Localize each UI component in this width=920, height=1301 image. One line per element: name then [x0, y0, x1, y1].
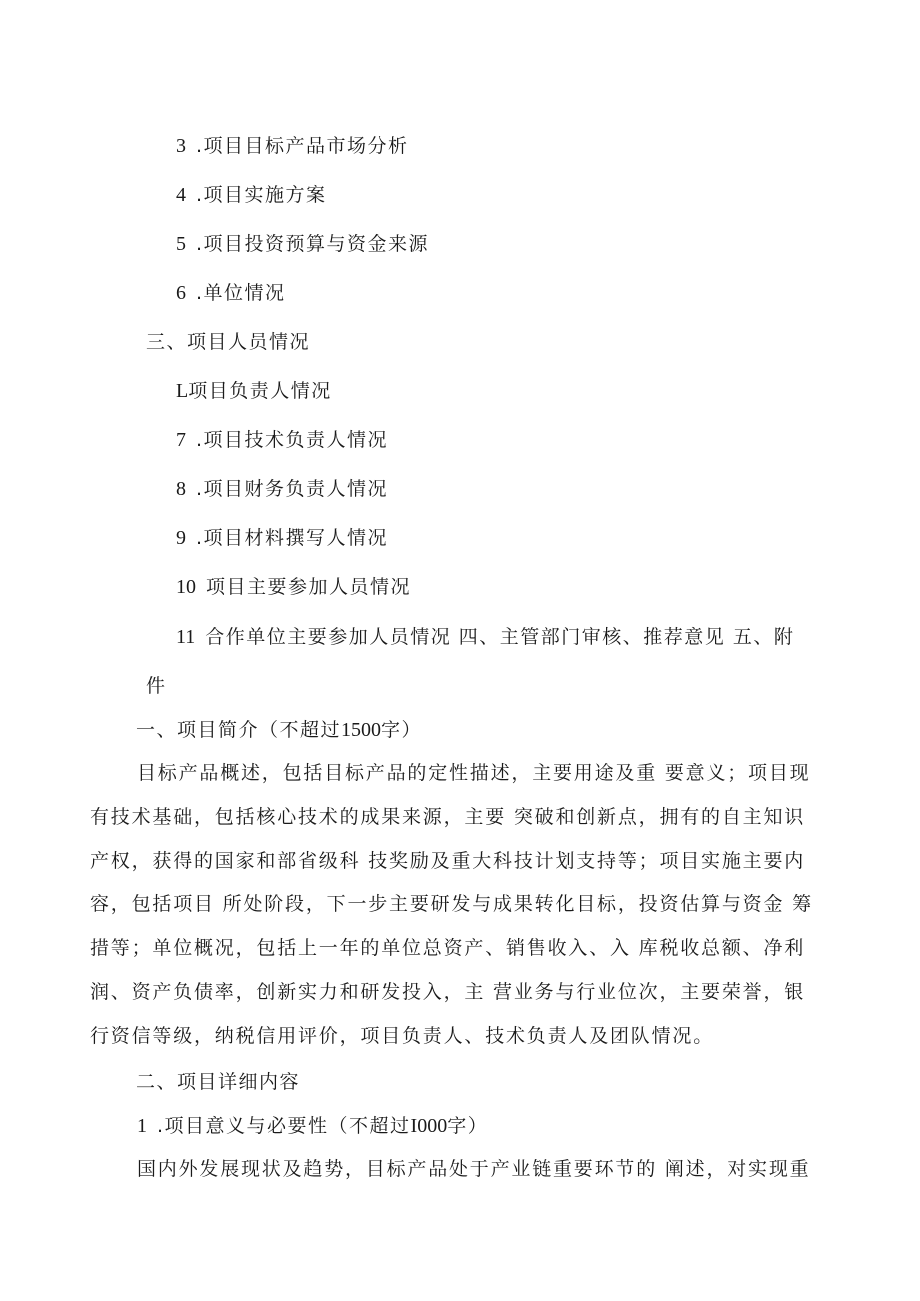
section-1-paragraph-line: 行资信等级，纳税信用评价，项目负责人、技术负责人及团队情况。 [90, 1025, 715, 1047]
outline-item-8-text: .项目财务负责人情况 [196, 478, 389, 500]
outline-item-7-text: .项目技术负责人情况 [196, 429, 389, 451]
section-2-paragraph-line: 国内外发展现状及趋势，目标产品处于产业链重要环节的 阐述，对实现重 [137, 1158, 811, 1180]
outline-item-9-number: 9 [176, 527, 186, 549]
section-1-heading-pre: 一、项目简介（不超过 [136, 719, 342, 741]
section-1-paragraph-line: 产权，获得的国家和部省级科 技奖励及重大科技计划支持等；项目实施主要内 [90, 850, 806, 872]
outline-item-5 [176, 230, 429, 258]
outline-item-l-number: L [176, 380, 189, 402]
outline-item-11-number: 11 [176, 626, 196, 648]
outline-item-4-text: .项目实施方案 [196, 184, 327, 206]
section-2-subheading-1 [137, 1112, 488, 1140]
section-1-heading-post: 字） [381, 719, 423, 741]
outline-item-4 [176, 181, 327, 209]
outline-item-3-number: 3 [176, 135, 186, 157]
section-1-heading-number: 1500 [341, 719, 382, 741]
outline-item-6-text: .单位情况 [196, 282, 286, 304]
outline-item-6 [176, 279, 286, 307]
section-1-paragraph-line: 容，包括项目 所处阶段，下一步主要研发与成果转化目标，投资估算与资金 筹 [90, 893, 813, 915]
outline-item-11-continuation: 件 [146, 675, 167, 697]
outline-item-6-number: 6 [176, 282, 186, 304]
section-1-paragraph-line: 目标产品概述，包括目标产品的定性描述，主要用途及重 要意义；项目现 [137, 762, 811, 784]
outline-item-8 [176, 475, 388, 503]
section-3-heading: 三、项目人员情况 [146, 331, 311, 353]
section-2-subheading-1-number: 1 [137, 1115, 147, 1137]
outline-item-5-number: 5 [176, 233, 186, 255]
outline-item-7-number: 7 [176, 429, 186, 451]
outline-item-4-number: 4 [176, 184, 186, 206]
outline-item-10 [176, 573, 411, 601]
section-1-paragraph-line: 有技术基础，包括核心技术的成果来源，主要 突破和创新点，拥有的自主知识 [90, 806, 806, 828]
outline-item-11 [176, 623, 794, 651]
outline-item-5-text: .项目投资预算与资金来源 [196, 233, 430, 255]
section-2-heading: 二、项目详细内容 [136, 1071, 301, 1093]
section-2-subheading-1-limit: I000 [410, 1115, 448, 1137]
outline-item-10-text: 项目主要参加人员情况 [206, 576, 412, 598]
outline-item-3 [176, 132, 409, 160]
section-2-subheading-1-post: 字） [447, 1115, 489, 1137]
section-1-paragraph-line: 措等；单位概况，包括上一年的单位总资产、销售收入、入 库税收总额、净利 [90, 937, 806, 959]
outline-item-8-number: 8 [176, 478, 186, 500]
outline-item-l-text: 项目负责人情况 [188, 380, 332, 402]
outline-item-9 [176, 524, 388, 552]
outline-item-7 [176, 426, 388, 454]
outline-item-l [176, 377, 332, 405]
outline-item-11-text: 合作单位主要参加人员情况 四、主管部门审核、推荐意见 五、附 [205, 626, 795, 648]
outline-item-3-text: .项目目标产品市场分析 [196, 135, 409, 157]
outline-item-10-number: 10 [176, 576, 196, 598]
section-1-heading [136, 716, 422, 744]
outline-item-9-text: .项目材料撰写人情况 [196, 527, 389, 549]
section-1-paragraph-line: 润、资产负债率，创新实力和研发投入，主 营业务与行业位次，主要荣誉，银 [90, 981, 806, 1003]
section-2-subheading-1-pre: .项目意义与必要性（不超过 [157, 1115, 411, 1137]
